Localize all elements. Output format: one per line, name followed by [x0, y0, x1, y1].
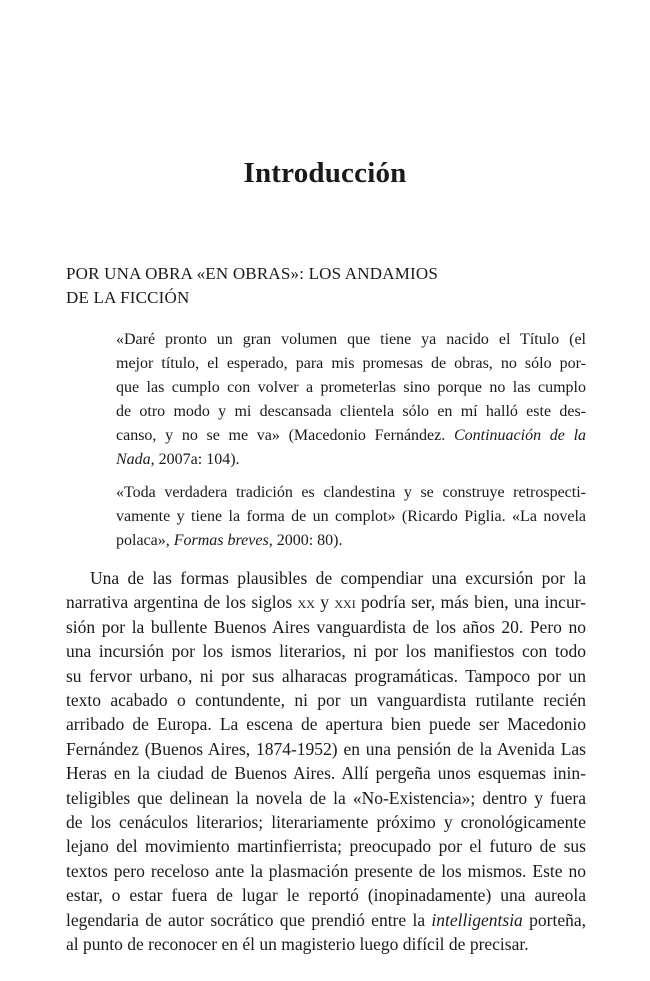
book-title-italic: Continuación de la — [453, 427, 587, 444]
epigraph-text: , 2007a: 104). — [150, 451, 240, 468]
epigraph-line: vamente y tiene la forma de un complot» (Ricardo Piglia. «La novela — [116, 508, 586, 525]
epigraph-text: , 2000: 80). — [268, 532, 343, 549]
body-text: porteña, — [522, 909, 586, 930]
body-line: Una de las formas plausibles de compendiar una excursión por la — [90, 568, 586, 588]
body-text: y — [314, 592, 335, 613]
epigraph-line — [116, 448, 586, 472]
epigraph-text: canso, y no se me va» (Macedonio Fernández. — [116, 427, 454, 444]
body-line: una incursión por los ismos literarios, ni por los manifiestos con todo — [66, 641, 586, 662]
epigraph-text: polaca», — [116, 532, 174, 549]
chapter-title: Introducción — [243, 157, 407, 189]
body-line: lejano del movimiento martinfierrista; preocupado por el futuro de sus — [66, 836, 586, 857]
body-line: sión por la bullente Buenos Aires vanguardista de los años 20. Pero no — [66, 616, 586, 637]
body-line: texto acabado o contundente, ni por un vanguardista rutilante recién — [66, 690, 586, 711]
body-line: su fervor urbano, ni por sus alharacas programáticas. Tampoco por un — [66, 665, 586, 686]
book-title-italic: Formas breves — [173, 532, 269, 549]
body-line: Fernández (Buenos Aires, 1874-1952) en una pensión de la Avenida Las — [66, 738, 586, 759]
epigraph-line: de otro modo y mi descansada clientela sólo en mí halló este des- — [116, 403, 586, 420]
section-heading-line: POR UNA OBRA «EN OBRAS»: LOS ANDAMIOS — [66, 264, 439, 283]
body-line: de los cenáculos literarios; literariamente próximo y cronológicamente — [66, 812, 586, 833]
body-text: narrativa argentina de los siglos — [66, 592, 298, 613]
body-line — [66, 908, 586, 932]
epigraph-line: que las cumplo con volver a prometerlas sino porque no las cumplo — [116, 379, 586, 396]
section-heading-line: DE LA FICCIÓN — [66, 288, 190, 307]
epigraph-line: mejor título, el esperado, para mis promesas de obras, no sólo por- — [116, 355, 586, 372]
epigraph-line — [116, 529, 586, 553]
body-line — [66, 590, 586, 614]
body-line: teligibles que delinean la novela de la «No-Existencia»; dentro y fuera — [66, 787, 586, 808]
body-line: arribado de Europa. La escena de apertura bien puede ser Macedonio — [66, 714, 586, 735]
body-line: al punto de reconocer en él un magisterio luego difícil de precisar. — [66, 934, 529, 955]
body-line: Heras en la ciudad de Buenos Aires. Allí pergeña unos esquemas inin- — [66, 763, 586, 784]
body-paragraph — [66, 566, 586, 957]
body-text: podría ser, más bien, una incur- — [355, 592, 587, 613]
body-text: legendaria de autor socrático que prendió entre la — [66, 909, 432, 930]
body-line: estar, o estar fuera de lugar le reportó (inopinadamente) una aureola — [66, 885, 586, 906]
epigraph-macedonio — [116, 328, 586, 472]
century-numeral: xxi — [334, 592, 356, 613]
epigraph-piglia — [116, 481, 586, 553]
term-italic: intelligentsia — [431, 909, 523, 930]
century-numeral: xx — [297, 592, 315, 613]
epigraph-line: «Daré pronto un gran volumen que tiene ya nacido el Título (el — [116, 331, 586, 348]
section-heading — [66, 262, 546, 310]
body-line: textos pero receloso ante la plasmación presente de los mismos. Este no — [66, 860, 586, 881]
epigraph-line — [116, 424, 586, 448]
book-title-italic: Nada — [116, 451, 151, 468]
epigraph-line: «Toda verdadera tradición es clandestina y se construye retrospecti- — [116, 484, 586, 501]
